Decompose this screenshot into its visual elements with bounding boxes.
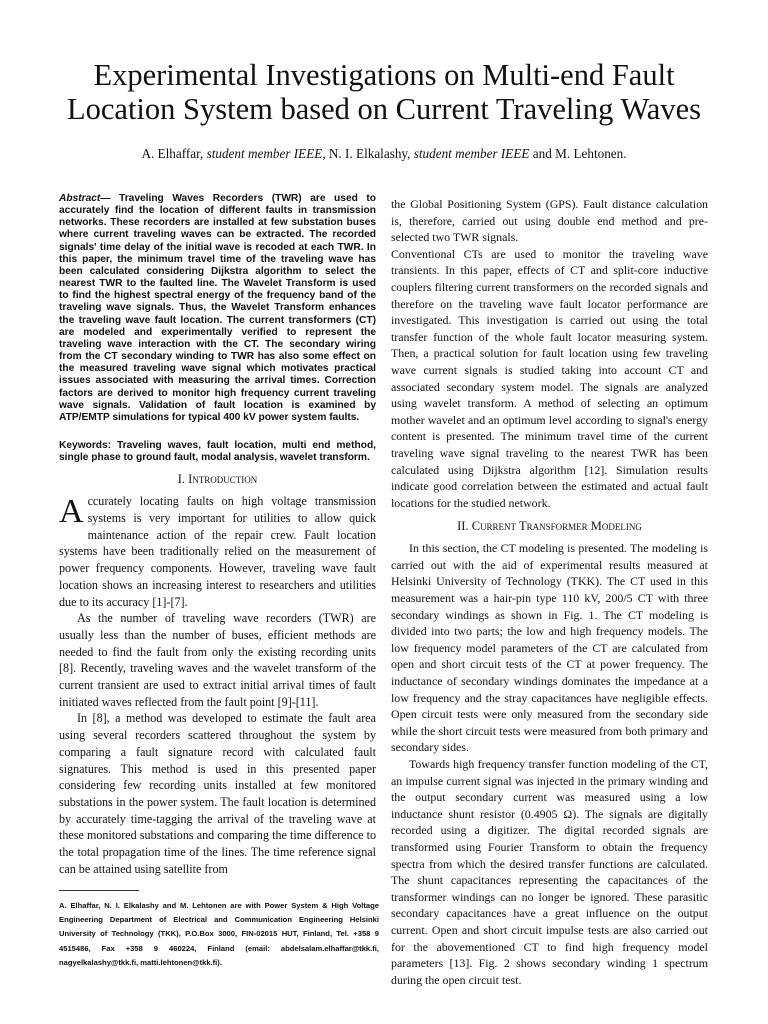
section-title: Introduction: [188, 472, 258, 487]
intro-paragraph-2: As the number of traveling wave recorders (TWR) are usually less than the number of buses, efficient methods are needed to find the fault from only the existing recording units [8]. Recently, traveling waves and the wavelet transform of the current transient are used to extract initial arrival times of fault initiated waves reflected from the fault point [9]-[11].: [59, 611, 376, 709]
drop-cap: A: [59, 493, 84, 531]
left-column: [59, 193, 376, 877]
abstract: [59, 193, 376, 424]
ct-paragraph-1: In this section, the CT modeling is presented. The modeling is carried out with the aid of experimental results measured at Helsinki University of Technology (TKK). The CT used in this measurement was a hair-pin type 110 kV, 200/5 CT with three secondary windings as shown in Fig. 1. The CT modeling is divided into two parts; the low and high frequency models. The low frequency model parameters of the CT are calculated from open and short circuit tests of the CT at power frequency. The inductance of secondary windings dominates the impedance at a low frequency and the stray capacitances have negligible effects. Open circuit tests were only measured from the secondary side while the short circuit tests were measured from both primary and secondary sides.: [391, 541, 708, 755]
author-2: , N. I. Elkalashy,: [322, 146, 411, 161]
section-title: Current Transformer Modeling: [471, 519, 642, 534]
author-1: A. Elhaffar,: [141, 146, 204, 161]
section-heading-ct-modeling: [391, 519, 708, 534]
section-number: I.: [177, 472, 189, 487]
section-heading-introduction: [59, 472, 376, 487]
intro-paragraph-1-text: ccurately locating faults on high voltage transmission systems is very important for utilities to allow quick maintenance action of the repair crew. Fault location systems have been traditionally relied on the measurement of power frequency components. However, traveling wave fault location shows an increasing interest to researchers and utilities due to its accuracy [1]-[7].: [59, 494, 376, 609]
intro-paragraph-1: [59, 493, 376, 610]
author-2-role: student member IEEE: [413, 146, 530, 161]
author-3: and M. Lehtonen.: [529, 146, 627, 161]
ct-paragraph-2: Towards high frequency transfer function modeling of the CT, an impulse current signal was injected in the primary winding and the output secondary current was measured using a low inductance shunt resistor (0.4905 Ω). The signals are digitally recorded using a digitizer. The digital recorded signals are transformed using Fourier Transform to obtain the frequency spectra from which the desired transfer functions are calculated. The shunt capacitances representing the capacitances of the transformer windings can no longer be ignored. These parasitic secondary capacitances have a great influence on the output current. Open and short circuit impulse tests are also carried out for the abovementioned CT to find high frequency model parameters [13]. Fig. 2 shows secondary winding 1 spectrum during the open circuit test.: [391, 757, 708, 987]
right-paragraph-2: Conventional CTs are used to monitor the traveling wave transients. In this paper, effects of CT and split-core inductive couplers filtering current transformers on the recorded signals and therefore on the traveling wave fault locator performance are investigated. This investigation is carried out using the total transfer function of the whole fault locator measuring system. Then, a practical solution for fault location using few traveling wave current signals is studied taking into account CT and associated secondary system model. The signals are analyzed using wavelet transform. A method of selecting an optimum mother wavelet and an optimum level according to signal's energy content is presented. The minimum travel time of the current traveling wave signal traveling to the nearest TWR has been calculated using Dijkstra algorithm [12]. Simulation results indicate good correlation between the estimated and actual fault locations for the studied network.: [391, 246, 708, 510]
author-1-role: student member IEEE: [206, 146, 323, 161]
intro-paragraph-3: In [8], a method was developed to estimate the fault area using several recorders scattered throughout the system by comparing a fault signature record with calculated fault signatures. This method is used in this presented paper considering few recording units installed at few monitored substations in the power system. The fault location is determined by accurately time-tagging the arrival of the traveling wave at these monitored substations and comparing the time difference to the total propagation time of the lines. The time reference signal can be attained using satellite from: [59, 711, 376, 876]
author-line: [40, 146, 728, 162]
right-column: [391, 196, 708, 988]
footnote-divider: [59, 890, 139, 891]
abstract-text: Traveling Waves Recorders (TWR) are used to accurately find the location of different faults in transmission networks. These recorders are installed at few substation buses where current traveling waves can be extracted. The recorded signals' time delay of the initial wave is recoded at each TWR. In this paper, the minimum travel time of the traveling wave has been calculated considering Dijkstra algorithm to select the nearest TWR to the faulted line. The Wavelet Transform is used to find the highest spectral energy of the frequency band of the traveling wave signals. Thus, the Wavelet Transform enhances the traveling wave fault location. The current transformers (CT) are modeled and experimentally verified to represent the traveling wave interaction with the CT. The secondary wiring from the CT secondary winding to TWR has also some effect on the measured traveling wave signal which motivates practical issues associated with measuring the arrival times. Correction factors are derived to monitor high frequency current traveling wave signals. Validation of fault location is examined by ATP/EMTP simulations for typical 400 kV power system faults.: [59, 193, 376, 423]
author-footnote: A. Elhaffar, N. I. Elkalashy and M. Lehtonen are with Power System & High Voltage Engineering Department of Electrical and Communication Engineering Helsinki University of Technology (TKK), P.O.Box 3000, FIN-02015 HUT, Finland, Tel. +358 9 4515486, Fax +358 9 460224, Finland (email: abdelsalam.elhaffar@tkk.fi, nagyelkalashy@tkk.fi, matti.lehtonen@tkk.fi).: [59, 901, 379, 967]
keywords: Keywords: Traveling waves, fault location, multi end method, single phase to ground fault, modal analysis, wavelet transform.: [59, 439, 376, 464]
right-paragraph-1: the Global Positioning System (GPS). Fault distance calculation is, therefore, carried out using double end method and pre-selected two TWR signals.: [391, 197, 708, 245]
paper-title: Experimental Investigations on Multi-end Fault Location System based on Current Traveling Waves: [66, 58, 701, 126]
abstract-lead: Abstract—: [59, 193, 111, 204]
section-number: II.: [457, 519, 472, 534]
